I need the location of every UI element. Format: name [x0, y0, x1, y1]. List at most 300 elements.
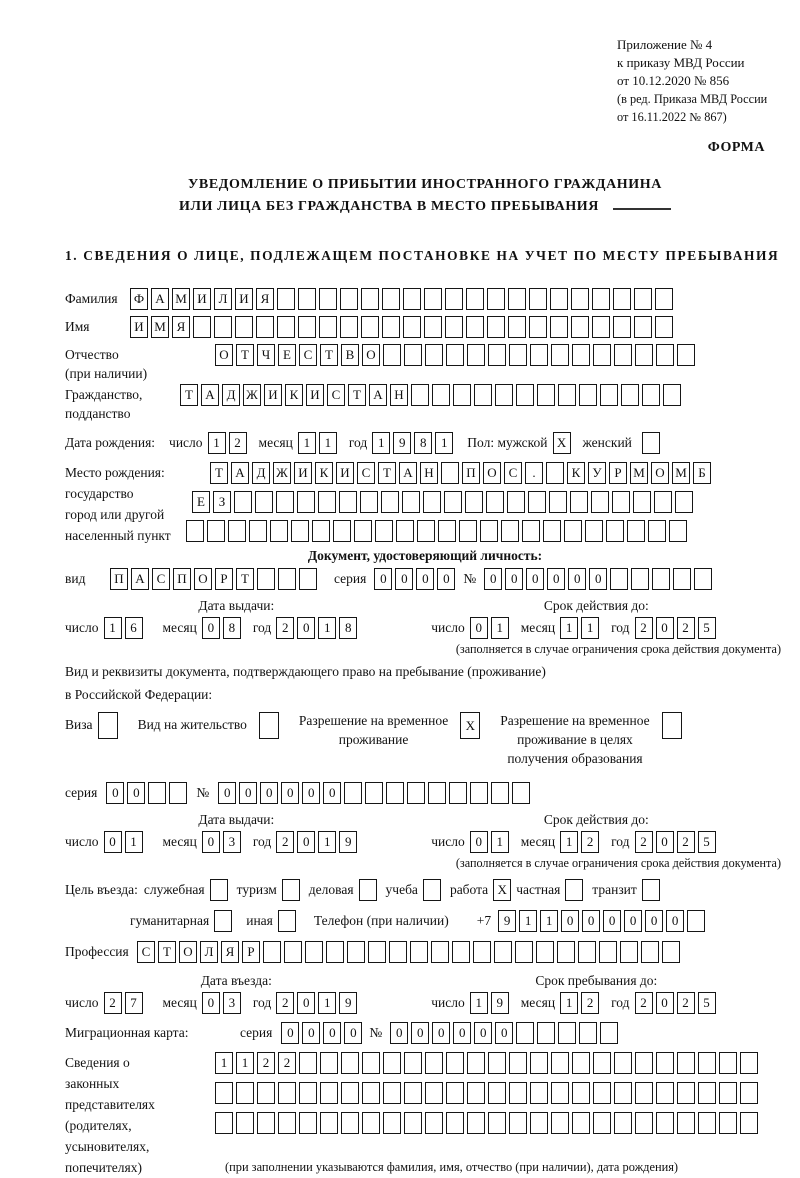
- char-box[interactable]: [467, 344, 485, 366]
- char-box[interactable]: 0: [432, 1022, 450, 1044]
- char-box[interactable]: [613, 316, 631, 338]
- gender-female-checkbox[interactable]: [642, 432, 660, 454]
- char-box[interactable]: [305, 941, 323, 963]
- char-box[interactable]: Е: [278, 344, 296, 366]
- char-box[interactable]: 0: [589, 568, 607, 590]
- char-box[interactable]: 2: [229, 432, 247, 454]
- char-box[interactable]: У: [588, 462, 606, 484]
- char-box[interactable]: [635, 344, 653, 366]
- char-box[interactable]: [169, 782, 187, 804]
- char-box[interactable]: [452, 941, 470, 963]
- char-box[interactable]: К: [315, 462, 333, 484]
- char-box[interactable]: [466, 288, 484, 310]
- purpose-official-checkbox[interactable]: [210, 879, 228, 901]
- char-box[interactable]: [585, 520, 603, 542]
- char-box[interactable]: [528, 491, 546, 513]
- char-box[interactable]: [593, 1112, 611, 1134]
- char-box[interactable]: [383, 1052, 401, 1074]
- char-box[interactable]: [319, 316, 337, 338]
- char-box[interactable]: [633, 491, 651, 513]
- char-box[interactable]: [389, 941, 407, 963]
- char-box[interactable]: [319, 288, 337, 310]
- char-box[interactable]: 0: [416, 568, 434, 590]
- char-box[interactable]: 0: [297, 992, 315, 1014]
- char-box[interactable]: [424, 288, 442, 310]
- char-box[interactable]: 1: [318, 617, 336, 639]
- char-box[interactable]: [235, 316, 253, 338]
- char-box[interactable]: 8: [339, 617, 357, 639]
- char-box[interactable]: [512, 782, 530, 804]
- char-box[interactable]: [459, 520, 477, 542]
- purpose-work-checkbox[interactable]: X: [493, 879, 511, 901]
- char-box[interactable]: [530, 344, 548, 366]
- char-box[interactable]: [677, 1112, 695, 1134]
- char-box[interactable]: [423, 491, 441, 513]
- char-box[interactable]: [508, 288, 526, 310]
- char-box[interactable]: 2: [635, 831, 653, 853]
- char-box[interactable]: К: [285, 384, 303, 406]
- char-box[interactable]: 2: [276, 992, 294, 1014]
- purpose-study-checkbox[interactable]: [423, 879, 441, 901]
- char-box[interactable]: [249, 520, 267, 542]
- char-box[interactable]: А: [231, 462, 249, 484]
- char-box[interactable]: 2: [581, 831, 599, 853]
- char-box[interactable]: [257, 1112, 275, 1134]
- char-box[interactable]: 2: [581, 992, 599, 1014]
- char-box[interactable]: [564, 520, 582, 542]
- char-box[interactable]: 0: [344, 1022, 362, 1044]
- char-box[interactable]: И: [306, 384, 324, 406]
- char-box[interactable]: 0: [656, 831, 674, 853]
- char-box[interactable]: [572, 344, 590, 366]
- char-box[interactable]: 0: [395, 568, 413, 590]
- char-box[interactable]: [425, 1082, 443, 1104]
- char-box[interactable]: 0: [297, 831, 315, 853]
- char-box[interactable]: 0: [624, 910, 642, 932]
- char-box[interactable]: Т: [236, 344, 254, 366]
- char-box[interactable]: [494, 941, 512, 963]
- char-box[interactable]: [530, 1082, 548, 1104]
- char-box[interactable]: 0: [547, 568, 565, 590]
- char-box[interactable]: [382, 316, 400, 338]
- char-box[interactable]: 0: [603, 910, 621, 932]
- char-box[interactable]: [677, 1052, 695, 1074]
- char-box[interactable]: [341, 1052, 359, 1074]
- char-box[interactable]: О: [362, 344, 380, 366]
- char-box[interactable]: [698, 1082, 716, 1104]
- residence-permit-checkbox[interactable]: [259, 712, 279, 739]
- char-box[interactable]: 2: [635, 617, 653, 639]
- char-box[interactable]: [634, 316, 652, 338]
- char-box[interactable]: 1: [215, 1052, 233, 1074]
- char-box[interactable]: 0: [202, 831, 220, 853]
- purpose-other-checkbox[interactable]: [278, 910, 296, 932]
- char-box[interactable]: [444, 491, 462, 513]
- char-box[interactable]: Ж: [243, 384, 261, 406]
- char-box[interactable]: О: [651, 462, 669, 484]
- char-box[interactable]: [537, 384, 555, 406]
- char-box[interactable]: 1: [560, 992, 578, 1014]
- purpose-business-checkbox[interactable]: [359, 879, 377, 901]
- char-box[interactable]: [719, 1052, 737, 1074]
- char-box[interactable]: [509, 1082, 527, 1104]
- char-box[interactable]: [320, 1082, 338, 1104]
- char-box[interactable]: 0: [561, 910, 579, 932]
- char-box[interactable]: [431, 941, 449, 963]
- char-box[interactable]: 0: [411, 1022, 429, 1044]
- char-box[interactable]: [579, 384, 597, 406]
- char-box[interactable]: [516, 384, 534, 406]
- char-box[interactable]: [362, 1082, 380, 1104]
- char-box[interactable]: 9: [393, 432, 411, 454]
- char-box[interactable]: [396, 520, 414, 542]
- char-box[interactable]: [312, 520, 330, 542]
- char-box[interactable]: [634, 288, 652, 310]
- char-box[interactable]: [614, 344, 632, 366]
- char-box[interactable]: [613, 288, 631, 310]
- char-box[interactable]: 7: [125, 992, 143, 1014]
- char-box[interactable]: 0: [495, 1022, 513, 1044]
- char-box[interactable]: [621, 384, 639, 406]
- char-box[interactable]: 2: [677, 831, 695, 853]
- char-box[interactable]: [655, 288, 673, 310]
- char-box[interactable]: Л: [214, 288, 232, 310]
- char-box[interactable]: [558, 384, 576, 406]
- char-box[interactable]: [495, 384, 513, 406]
- char-box[interactable]: М: [151, 316, 169, 338]
- char-box[interactable]: [467, 1112, 485, 1134]
- char-box[interactable]: [361, 288, 379, 310]
- char-box[interactable]: Ч: [257, 344, 275, 366]
- char-box[interactable]: [593, 1052, 611, 1074]
- char-box[interactable]: А: [151, 288, 169, 310]
- char-box[interactable]: [614, 1052, 632, 1074]
- char-box[interactable]: [383, 344, 401, 366]
- char-box[interactable]: [299, 1052, 317, 1074]
- char-box[interactable]: 2: [104, 992, 122, 1014]
- char-box[interactable]: Р: [242, 941, 260, 963]
- char-box[interactable]: [507, 491, 525, 513]
- char-box[interactable]: [404, 1082, 422, 1104]
- char-box[interactable]: [592, 316, 610, 338]
- char-box[interactable]: [256, 316, 274, 338]
- char-box[interactable]: [446, 1082, 464, 1104]
- char-box[interactable]: [591, 491, 609, 513]
- char-box[interactable]: [600, 384, 618, 406]
- char-box[interactable]: А: [399, 462, 417, 484]
- char-box[interactable]: [508, 316, 526, 338]
- char-box[interactable]: [656, 1112, 674, 1134]
- char-box[interactable]: [344, 782, 362, 804]
- char-box[interactable]: [403, 288, 421, 310]
- char-box[interactable]: [417, 520, 435, 542]
- char-box[interactable]: [341, 1112, 359, 1134]
- char-box[interactable]: [383, 1082, 401, 1104]
- char-box[interactable]: [474, 384, 492, 406]
- char-box[interactable]: 0: [656, 617, 674, 639]
- char-box[interactable]: 0: [202, 992, 220, 1014]
- char-box[interactable]: 9: [498, 910, 516, 932]
- char-box[interactable]: С: [137, 941, 155, 963]
- gender-male-checkbox[interactable]: X: [553, 432, 571, 454]
- char-box[interactable]: [592, 288, 610, 310]
- char-box[interactable]: 5: [698, 992, 716, 1014]
- char-box[interactable]: Т: [236, 568, 254, 590]
- char-box[interactable]: 1: [491, 831, 509, 853]
- char-box[interactable]: [298, 316, 316, 338]
- char-box[interactable]: 0: [374, 568, 392, 590]
- char-box[interactable]: [402, 491, 420, 513]
- char-box[interactable]: И: [294, 462, 312, 484]
- char-box[interactable]: М: [672, 462, 690, 484]
- char-box[interactable]: [536, 941, 554, 963]
- char-box[interactable]: [236, 1112, 254, 1134]
- char-box[interactable]: И: [130, 316, 148, 338]
- char-box[interactable]: [579, 1022, 597, 1044]
- char-box[interactable]: Ф: [130, 288, 148, 310]
- char-box[interactable]: [600, 1022, 618, 1044]
- char-box[interactable]: [404, 1052, 422, 1074]
- char-box[interactable]: Т: [180, 384, 198, 406]
- char-box[interactable]: 1: [319, 432, 337, 454]
- char-box[interactable]: [228, 520, 246, 542]
- char-box[interactable]: Т: [320, 344, 338, 366]
- char-box[interactable]: [425, 1112, 443, 1134]
- char-box[interactable]: [347, 941, 365, 963]
- char-box[interactable]: [425, 344, 443, 366]
- purpose-humanitarian-checkbox[interactable]: [214, 910, 232, 932]
- char-box[interactable]: [687, 910, 705, 932]
- char-box[interactable]: [425, 1052, 443, 1074]
- char-box[interactable]: 2: [677, 617, 695, 639]
- char-box[interactable]: [368, 941, 386, 963]
- char-box[interactable]: [341, 1082, 359, 1104]
- char-box[interactable]: [410, 941, 428, 963]
- char-box[interactable]: [404, 344, 422, 366]
- char-box[interactable]: [694, 568, 712, 590]
- char-box[interactable]: [571, 288, 589, 310]
- char-box[interactable]: [662, 941, 680, 963]
- char-box[interactable]: [263, 941, 281, 963]
- char-box[interactable]: [470, 782, 488, 804]
- char-box[interactable]: С: [357, 462, 375, 484]
- char-box[interactable]: 0: [281, 782, 299, 804]
- char-box[interactable]: 1: [208, 432, 226, 454]
- char-box[interactable]: 2: [278, 1052, 296, 1074]
- char-box[interactable]: 2: [257, 1052, 275, 1074]
- char-box[interactable]: Б: [693, 462, 711, 484]
- char-box[interactable]: 5: [698, 831, 716, 853]
- char-box[interactable]: К: [567, 462, 585, 484]
- char-box[interactable]: [480, 520, 498, 542]
- char-box[interactable]: 0: [474, 1022, 492, 1044]
- char-box[interactable]: [537, 1022, 555, 1044]
- char-box[interactable]: [299, 1112, 317, 1134]
- char-box[interactable]: [320, 1112, 338, 1134]
- char-box[interactable]: С: [504, 462, 522, 484]
- char-box[interactable]: [551, 1112, 569, 1134]
- char-box[interactable]: [571, 316, 589, 338]
- char-box[interactable]: 8: [223, 617, 241, 639]
- char-box[interactable]: 0: [106, 782, 124, 804]
- char-box[interactable]: [677, 344, 695, 366]
- char-box[interactable]: [654, 491, 672, 513]
- char-box[interactable]: 1: [318, 992, 336, 1014]
- char-box[interactable]: 0: [568, 568, 586, 590]
- char-box[interactable]: [333, 520, 351, 542]
- char-box[interactable]: [488, 1082, 506, 1104]
- char-box[interactable]: [320, 1052, 338, 1074]
- char-box[interactable]: [446, 1112, 464, 1134]
- char-box[interactable]: [236, 1082, 254, 1104]
- char-box[interactable]: [411, 384, 429, 406]
- char-box[interactable]: [487, 316, 505, 338]
- char-box[interactable]: [656, 1082, 674, 1104]
- char-box[interactable]: 0: [526, 568, 544, 590]
- char-box[interactable]: 1: [581, 617, 599, 639]
- char-box[interactable]: Я: [256, 288, 274, 310]
- char-box[interactable]: 0: [323, 782, 341, 804]
- char-box[interactable]: [509, 1112, 527, 1134]
- char-box[interactable]: И: [235, 288, 253, 310]
- char-box[interactable]: 0: [582, 910, 600, 932]
- char-box[interactable]: Д: [222, 384, 240, 406]
- char-box[interactable]: [572, 1052, 590, 1074]
- char-box[interactable]: [215, 1112, 233, 1134]
- char-box[interactable]: [599, 941, 617, 963]
- edu-permit-checkbox[interactable]: [662, 712, 682, 739]
- char-box[interactable]: [445, 288, 463, 310]
- char-box[interactable]: 0: [302, 1022, 320, 1044]
- char-box[interactable]: М: [630, 462, 648, 484]
- char-box[interactable]: [488, 344, 506, 366]
- char-box[interactable]: [299, 1082, 317, 1104]
- char-box[interactable]: [655, 316, 673, 338]
- char-box[interactable]: Я: [172, 316, 190, 338]
- char-box[interactable]: [270, 520, 288, 542]
- char-box[interactable]: З: [213, 491, 231, 513]
- char-box[interactable]: С: [299, 344, 317, 366]
- char-box[interactable]: [570, 491, 588, 513]
- char-box[interactable]: [550, 288, 568, 310]
- char-box[interactable]: А: [201, 384, 219, 406]
- char-box[interactable]: 2: [276, 617, 294, 639]
- char-box[interactable]: 1: [519, 910, 537, 932]
- char-box[interactable]: [501, 520, 519, 542]
- char-box[interactable]: С: [152, 568, 170, 590]
- char-box[interactable]: 0: [239, 782, 257, 804]
- char-box[interactable]: [620, 941, 638, 963]
- char-box[interactable]: [453, 384, 471, 406]
- char-box[interactable]: 5: [698, 617, 716, 639]
- char-box[interactable]: О: [215, 344, 233, 366]
- char-box[interactable]: [627, 520, 645, 542]
- char-box[interactable]: 9: [339, 992, 357, 1014]
- char-box[interactable]: [719, 1082, 737, 1104]
- char-box[interactable]: 1: [491, 617, 509, 639]
- char-box[interactable]: [255, 491, 273, 513]
- char-box[interactable]: П: [173, 568, 191, 590]
- char-box[interactable]: 0: [302, 782, 320, 804]
- char-box[interactable]: 0: [127, 782, 145, 804]
- char-box[interactable]: [610, 568, 628, 590]
- char-box[interactable]: [635, 1082, 653, 1104]
- char-box[interactable]: 1: [236, 1052, 254, 1074]
- char-box[interactable]: [446, 344, 464, 366]
- char-box[interactable]: Д: [252, 462, 270, 484]
- char-box[interactable]: [669, 520, 687, 542]
- char-box[interactable]: Т: [378, 462, 396, 484]
- char-box[interactable]: [516, 1022, 534, 1044]
- char-box[interactable]: [663, 384, 681, 406]
- char-box[interactable]: [278, 1112, 296, 1134]
- char-box[interactable]: [318, 491, 336, 513]
- char-box[interactable]: [257, 568, 275, 590]
- char-box[interactable]: [404, 1112, 422, 1134]
- visa-checkbox[interactable]: [98, 712, 118, 739]
- char-box[interactable]: 0: [297, 617, 315, 639]
- char-box[interactable]: [215, 1082, 233, 1104]
- char-box[interactable]: Е: [192, 491, 210, 513]
- char-box[interactable]: [572, 1112, 590, 1134]
- char-box[interactable]: [677, 1082, 695, 1104]
- char-box[interactable]: 2: [635, 992, 653, 1014]
- char-box[interactable]: [214, 316, 232, 338]
- char-box[interactable]: [740, 1112, 758, 1134]
- char-box[interactable]: 0: [645, 910, 663, 932]
- char-box[interactable]: [467, 1082, 485, 1104]
- char-box[interactable]: И: [264, 384, 282, 406]
- char-box[interactable]: [381, 491, 399, 513]
- char-box[interactable]: 1: [435, 432, 453, 454]
- char-box[interactable]: О: [179, 941, 197, 963]
- char-box[interactable]: [257, 1082, 275, 1104]
- char-box[interactable]: И: [193, 288, 211, 310]
- char-box[interactable]: [339, 491, 357, 513]
- char-box[interactable]: [466, 316, 484, 338]
- char-box[interactable]: [299, 568, 317, 590]
- char-box[interactable]: О: [483, 462, 501, 484]
- char-box[interactable]: [551, 344, 569, 366]
- char-box[interactable]: [340, 316, 358, 338]
- char-box[interactable]: 2: [677, 992, 695, 1014]
- char-box[interactable]: [362, 1112, 380, 1134]
- char-box[interactable]: [326, 941, 344, 963]
- char-box[interactable]: 1: [104, 617, 122, 639]
- char-box[interactable]: [530, 1052, 548, 1074]
- char-box[interactable]: Р: [609, 462, 627, 484]
- purpose-private-checkbox[interactable]: [565, 879, 583, 901]
- char-box[interactable]: [424, 316, 442, 338]
- char-box[interactable]: С: [327, 384, 345, 406]
- char-box[interactable]: 0: [470, 617, 488, 639]
- char-box[interactable]: [446, 1052, 464, 1074]
- char-box[interactable]: Р: [215, 568, 233, 590]
- char-box[interactable]: И: [336, 462, 354, 484]
- char-box[interactable]: 1: [318, 831, 336, 853]
- char-box[interactable]: 0: [218, 782, 236, 804]
- char-box[interactable]: [551, 1052, 569, 1074]
- char-box[interactable]: [550, 316, 568, 338]
- char-box[interactable]: [467, 1052, 485, 1074]
- char-box[interactable]: 0: [437, 568, 455, 590]
- char-box[interactable]: [488, 1052, 506, 1074]
- char-box[interactable]: [698, 1112, 716, 1134]
- char-box[interactable]: [509, 344, 527, 366]
- char-box[interactable]: 8: [414, 432, 432, 454]
- char-box[interactable]: [234, 491, 252, 513]
- char-box[interactable]: [148, 782, 166, 804]
